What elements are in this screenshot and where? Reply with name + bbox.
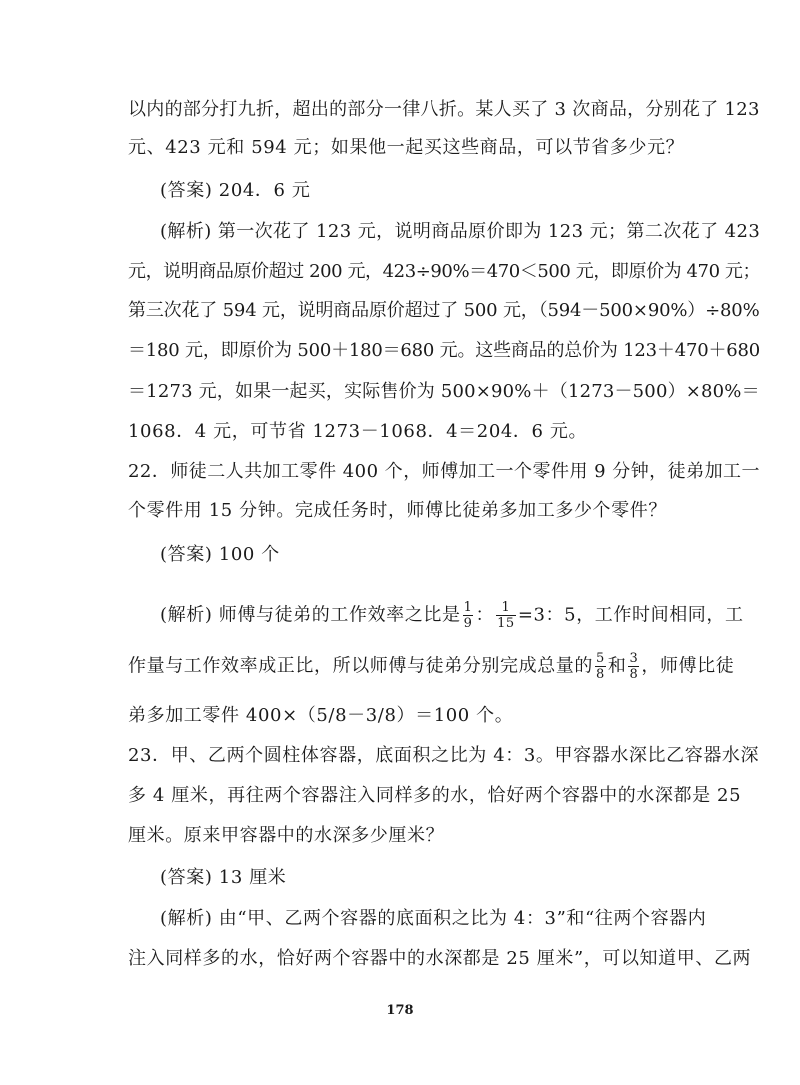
analysis-text: (解析) 师傅与徒弟的工作效率之比是 — [160, 604, 461, 626]
text-line: ＝1273 元，如果一起买，实际售价为 500×90%＋（1273－500）×80%＝ — [128, 381, 760, 402]
fraction-one-fifteenth: $\frac{1}{15}$ — [497, 600, 515, 631]
text-line: 元，说明商品原价超过 200 元，423÷90%＝470＜500 元，即原价为 470 元； — [128, 261, 761, 282]
text-line: 第三次花了 594 元，说明商品原价超过了 500 元，（594－500×90%）÷80% — [128, 300, 760, 321]
analysis-text: 和 — [607, 655, 627, 677]
analysis-22-line-1 — [160, 600, 744, 631]
question-23-line: 23．甲、乙两个圆柱体容器，底面积之比为 4：3。甲容器水深比乙容器水深 — [128, 745, 760, 766]
answer-line: (答案) 13 厘米 — [160, 867, 287, 888]
text-line: 注入同样多的水，恰好两个容器中的水深都是 25 厘米”，可以知道甲、乙两 — [128, 948, 752, 969]
page-number: 178 — [386, 1003, 414, 1018]
question-22-line: 22．师徒二人共加工零件 400 个，师傅加工一个零件用 9 分钟，徒弟加工一 — [128, 461, 760, 482]
analysis-22-line-2 — [128, 651, 734, 682]
analysis-text: =3：5，工作时间相同，工 — [517, 604, 744, 626]
question-23-line: 厘米。原来甲容器中的水深多少厘米？ — [128, 825, 445, 846]
analysis-line: (解析) 第一次花了 123 元，说明商品原价即为 123 元；第二次花了 423 — [160, 221, 761, 242]
text-line: ＝180 元，即原价为 500＋180＝680 元。这些商品的总价为 123＋470＋680 — [128, 340, 760, 361]
question-22-line: 个零件用 15 分钟。完成任务时，师傅比徒弟多加工多少个零件？ — [128, 500, 667, 521]
analysis-text: 作量与工作效率成正比，所以师傅与徒弟分别完成总量的 — [128, 655, 593, 677]
text-line: 1068．4 元，可节省 1273－1068．4＝204．6 元。 — [128, 421, 588, 442]
analysis-22-line-3: 弟多加工零件 400×（5/8－3/8）＝100 个。 — [128, 705, 514, 726]
answer-line: (答案) 100 个 — [160, 544, 280, 565]
ratio-colon: ： — [475, 604, 495, 626]
text-line: 以内的部分打九折，超出的部分一律八折。某人买了 3 次商品，分别花了 123 — [128, 99, 760, 120]
question-23-line: 多 4 厘米，再往两个容器注入同样多的水，恰好两个容器中的水深都是 25 — [128, 785, 742, 806]
fraction-one-ninth: $\frac{1}{9}$ — [463, 600, 473, 631]
fraction-five-eighths: $\frac{5}{8}$ — [596, 651, 605, 682]
answer-line: (答案) 204．6 元 — [160, 180, 311, 201]
fraction-three-eighths: $\frac{3}{8}$ — [629, 651, 639, 682]
analysis-line: (解析) 由“甲、乙两个容器的底面积之比为 4：3”和“往两个容器内 — [160, 908, 707, 929]
analysis-text: ，师傅比徒 — [641, 655, 735, 677]
text-line: 元、423 元和 594 元；如果他一起买这些商品，可以节省多少元？ — [128, 137, 685, 158]
